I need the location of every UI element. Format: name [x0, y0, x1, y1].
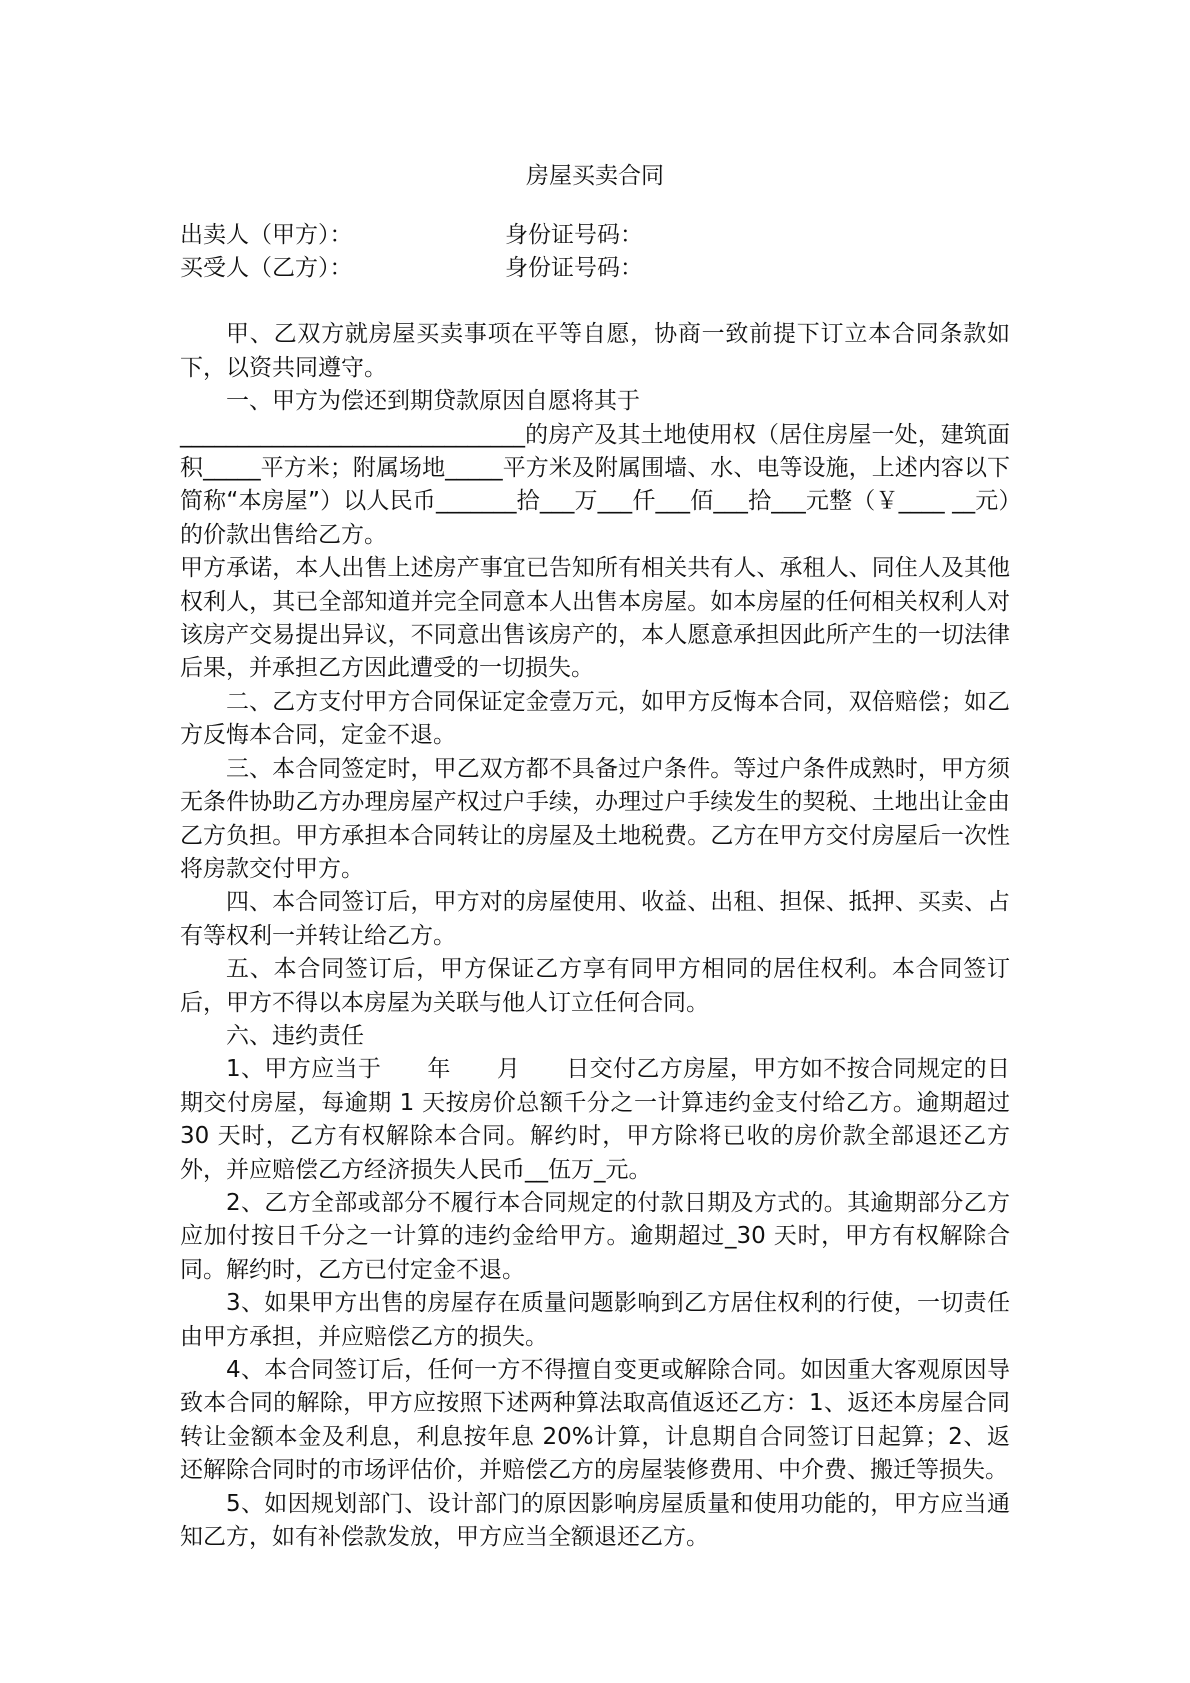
clause-6-heading: 六、违约责任 — [226, 1022, 364, 1049]
seller-row — [180, 219, 1010, 252]
buyer-id-label: 身份证号码： — [505, 255, 643, 282]
seller-id-label: 身份证号码： — [505, 222, 643, 249]
seller-label: 出卖人（甲方）： — [180, 222, 353, 249]
clause-5-paragraph: 五、本合同签订后，甲方保证乙方享有同甲方相同的居住权利。本合同签订后，甲方不得以本房屋为关联与他人订立任何合同。 — [180, 956, 1010, 1016]
liability-item-5: 5、如因规划部门、设计部门的原因影响房屋质量和使用功能的，甲方应当通知乙方，如有补偿款发放，甲方应当全额退还乙方。 — [180, 1490, 1010, 1551]
document-title: 房屋买卖合同 — [526, 163, 664, 189]
preamble-paragraph: 甲、乙双方就房屋买卖事项在平等自愿，协商一致前提下订立本合同条款如下，以资共同遵守。 — [180, 321, 1010, 381]
clause-4-paragraph: 四、本合同签订后，甲方对的房屋使用、收益、出租、担保、抵押、买卖、占有等权利一并转让给乙方。 — [180, 889, 1010, 949]
buyer-row — [180, 252, 1010, 285]
clause-1-body: ______________________________的房产及其土地使用权（居住房屋一处，建筑面积_____平方米；附属场地_____平方米及附属围墙、水、电等设施，上述内容以下简称“本房屋”）以人民币_______拾___万___仟___佰___拾___元整（￥____ __元）的价款出售给乙方。 — [180, 421, 1010, 548]
clause-3-paragraph: 三、本合同签定时，甲乙双方都不具备过户条件。等过户条件成熟时，甲方须无条件协助乙方办理房屋产权过户手续，办理过户手续发生的契税、土地出让金由乙方负担。甲方承担本合同转让的房屋及土地税费。乙方在甲方交付房屋后一次性将房款交付甲方。 — [180, 755, 1010, 882]
contract-page — [180, 160, 1018, 1554]
liability-item-4: 4、本合同签订后，任何一方不得擅自变更或解除合同。如因重大客观原因导致本合同的解除，甲方应按照下述两种算法取高值返还乙方：1、返还本房屋合同转让金额本金及利息，利息按年息 20%计算，计息期自合同签订日起算；2、返还解除合同时的市场评估价，并赔偿乙方的房屋装修费用、中介费、搬迁等损失。 — [180, 1357, 1010, 1484]
liability-item-2: 2、乙方全部或部分不履行本合同规定的付款日期及方式的。其逾期部分乙方应加付按日千分之一计算的违约金给甲方。逾期超过_30 天时，甲方有权解除合同。解约时，乙方已付定金不退。 — [180, 1189, 1010, 1283]
clause-1-intro: 一、甲方为偿还到期贷款原因自愿将其于 — [226, 388, 640, 415]
buyer-label: 买受人（乙方）： — [180, 255, 353, 282]
clause-2-paragraph: 二、乙方支付甲方合同保证定金壹万元，如甲方反悔本合同，双倍赔偿；如乙方反悔本合同，定金不退。 — [180, 688, 1010, 749]
seller-commitment-paragraph: 甲方承诺，本人出售上述房产事宜已告知所有相关共有人、承租人、同住人及其他权利人，其已全部知道并完全同意本人出售本房屋。如本房屋的任何相关权利人对该房产交易提出异议，不同意出售该房产的，本人愿意承担因此所产生的一切法律后果，并承担乙方因此遭受的一切损失。 — [180, 555, 1010, 682]
blank-line — [180, 285, 1010, 318]
liability-item-1: 1、甲方应当于 年 月 日交付乙方房屋，甲方如不按合同规定的日期交付房屋，每逾期 1 天按房价总额千分之一计算违约金支付给乙方。逾期超过 30 天时，乙方有权解除本合同。解约时，甲方除将已收的房价款全部退还乙方外，并应赔偿乙方经济损失人民币__伍万_元。 — [180, 1056, 1018, 1183]
liability-item-3: 3、如果甲方出售的房屋存在质量问题影响到乙方居住权利的行使，一切责任由甲方承担，并应赔偿乙方的损失。 — [180, 1290, 1010, 1350]
